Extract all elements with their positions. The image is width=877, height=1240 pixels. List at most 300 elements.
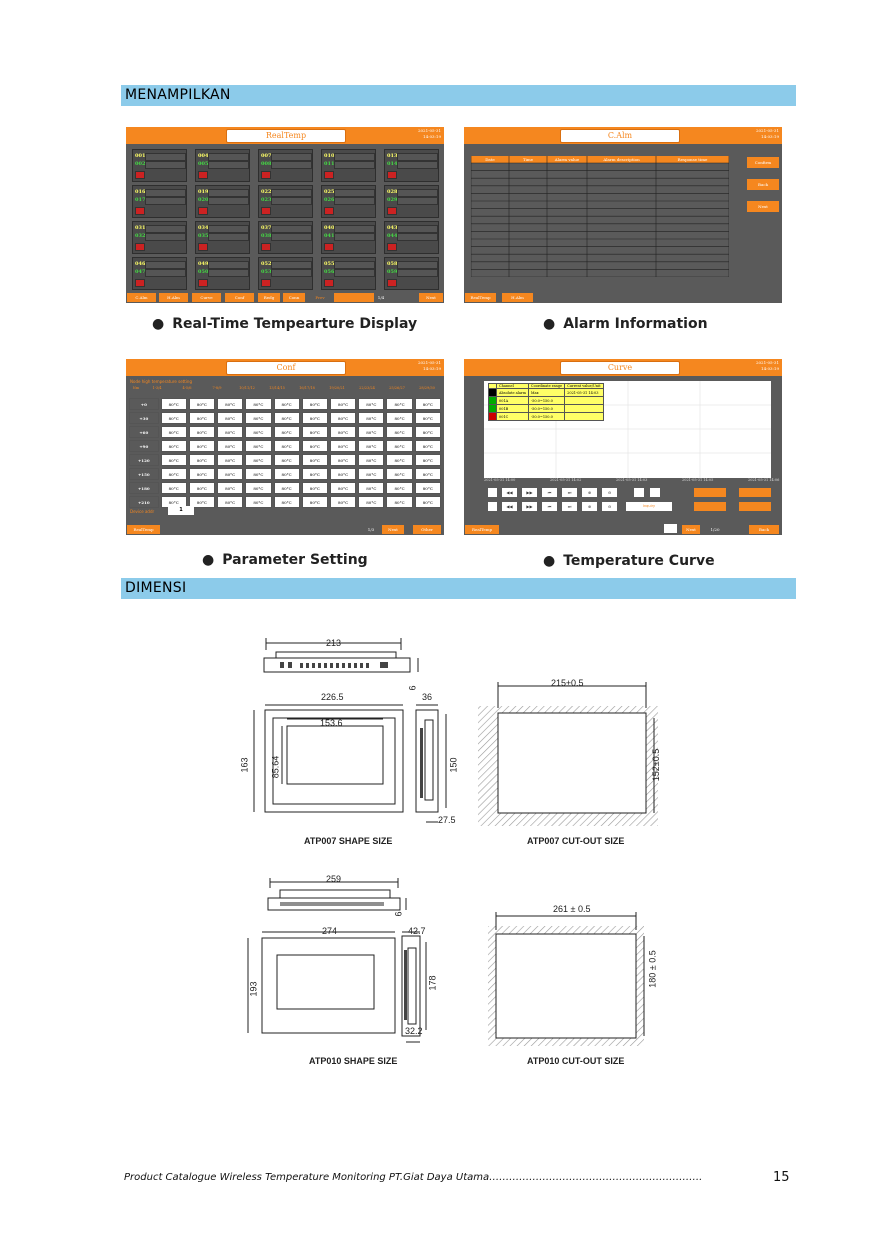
param-row-label: +0 bbox=[129, 398, 159, 410]
atp007-shape-title: ATP007 SHAPE SIZE bbox=[304, 836, 393, 846]
param-value-input[interactable]: 80°C bbox=[274, 426, 300, 438]
channel-cell[interactable] bbox=[132, 221, 187, 254]
param-value-input[interactable]: 80°C bbox=[245, 468, 271, 480]
param-col-header: 1-3/4 bbox=[152, 386, 162, 390]
param-value-input[interactable]: 80°C bbox=[330, 454, 356, 466]
btn-next[interactable]: Next bbox=[747, 201, 779, 212]
value-box bbox=[271, 233, 312, 241]
datetime: 2021-05-31 14:03:19 bbox=[755, 128, 779, 139]
btn-realtemp[interactable]: RealTemp bbox=[465, 293, 496, 302]
param-value-input[interactable]: 80°C bbox=[274, 482, 300, 494]
device-addr-input[interactable]: 1 bbox=[168, 506, 194, 515]
caption-realtime: ● Real-Time Tempearture Display bbox=[152, 316, 417, 332]
value-box bbox=[208, 153, 249, 161]
value-box bbox=[145, 153, 186, 161]
channel-id: 058 bbox=[387, 261, 398, 267]
channel-id: 044 bbox=[387, 233, 398, 239]
curve-screenshot bbox=[464, 359, 782, 535]
curve-nav-button[interactable]: ⏮ bbox=[542, 502, 557, 511]
curve-nav-button[interactable]: ◀◀ bbox=[502, 502, 517, 511]
value-box bbox=[145, 261, 186, 269]
param-value-input[interactable]: 80°C bbox=[217, 454, 243, 466]
value-box bbox=[397, 261, 438, 269]
page-indicator: 1/3 bbox=[364, 525, 378, 534]
param-value-input[interactable]: 80°C bbox=[302, 412, 328, 424]
legend-header: Coordinate range bbox=[528, 384, 564, 389]
dim10-top-width: 259 bbox=[326, 874, 342, 884]
channel-cell[interactable] bbox=[321, 185, 376, 218]
alarm-col-header: Alarm value bbox=[554, 157, 580, 162]
param-value-input[interactable]: 80°C bbox=[274, 454, 300, 466]
curve-nav-button[interactable]: ◀◀ bbox=[502, 488, 517, 497]
alarm-indicator bbox=[135, 171, 145, 179]
param-value-input[interactable]: 80°C bbox=[415, 454, 441, 466]
param-col-header: 13/14/15 bbox=[269, 386, 285, 390]
channel-cell[interactable] bbox=[384, 221, 439, 254]
legend-cell bbox=[565, 405, 604, 413]
alarm-indicator bbox=[261, 171, 271, 179]
btn-back[interactable]: Back bbox=[747, 179, 779, 190]
param-row-label: +180 bbox=[129, 482, 159, 494]
param-value-input[interactable]: 80°C bbox=[161, 482, 187, 494]
param-value-input[interactable]: 80°C bbox=[217, 482, 243, 494]
channel-cell[interactable] bbox=[258, 221, 313, 254]
param-value-input[interactable]: 80°C bbox=[161, 440, 187, 452]
value-box bbox=[208, 269, 249, 277]
caption-alarm: ● Alarm Information bbox=[543, 316, 708, 332]
param-value-input[interactable]: 80°C bbox=[330, 426, 356, 438]
channel-id: 056 bbox=[324, 269, 335, 275]
param-value-input[interactable]: 80°C bbox=[386, 440, 412, 452]
x-tick-label: 2021-05-31 14:03 bbox=[616, 478, 648, 482]
channel-id: 049 bbox=[198, 261, 209, 267]
param-value-input[interactable]: 80°C bbox=[358, 412, 384, 424]
channel-id: 020 bbox=[198, 197, 209, 203]
legend-swatch[interactable] bbox=[489, 405, 497, 413]
value-box bbox=[271, 225, 312, 233]
value-box bbox=[271, 153, 312, 161]
value-box bbox=[271, 269, 312, 277]
param-value-input[interactable]: 80°C bbox=[161, 398, 187, 410]
btn-realtemp[interactable]: RealTemp bbox=[465, 525, 499, 534]
param-value-input[interactable]: 80°C bbox=[245, 440, 271, 452]
param-value-input[interactable]: 80°C bbox=[358, 398, 384, 410]
channel-id: 013 bbox=[387, 153, 398, 159]
dim-side: 36 bbox=[422, 692, 433, 702]
param-value-input[interactable]: 80°C bbox=[415, 440, 441, 452]
value-box bbox=[208, 161, 249, 169]
x-tick-label: 2021-05-31 14:06 bbox=[748, 478, 780, 482]
inquiry-button[interactable]: Inquiry bbox=[626, 502, 672, 511]
param-screenshot bbox=[126, 359, 444, 535]
legend-cell: 2021-05-31 14:03 bbox=[565, 389, 604, 397]
channel-cell[interactable] bbox=[384, 257, 439, 290]
legend-cell bbox=[565, 413, 604, 421]
btn-h-alm[interactable]: H.Alm bbox=[502, 293, 533, 302]
param-value-input[interactable]: 80°C bbox=[358, 482, 384, 494]
curve-nav-button[interactable]: ⊕ bbox=[582, 488, 597, 497]
alarm-col-header: Date bbox=[485, 157, 495, 162]
channel-id: 028 bbox=[387, 189, 398, 195]
curve-nav-button[interactable]: ⏭ bbox=[562, 488, 577, 497]
value-box bbox=[145, 189, 186, 197]
legend-cell: -50.0~150.0 bbox=[528, 413, 564, 421]
alarm-col-header: Time bbox=[522, 157, 534, 162]
value-box bbox=[208, 197, 249, 205]
param-value-input[interactable]: 80°C bbox=[245, 426, 271, 438]
value-box bbox=[334, 233, 375, 241]
curve-option-button[interactable] bbox=[650, 488, 660, 497]
param-value-input[interactable]: 80°C bbox=[358, 426, 384, 438]
alarm-indicator bbox=[198, 243, 208, 251]
channel-cell[interactable] bbox=[195, 257, 250, 290]
param-value-input[interactable]: 80°C bbox=[217, 398, 243, 410]
param-value-input[interactable]: 80°C bbox=[386, 426, 412, 438]
param-value-input[interactable]: 80°C bbox=[415, 482, 441, 494]
param-value-input[interactable]: 80°C bbox=[217, 426, 243, 438]
value-box bbox=[397, 233, 438, 241]
legend-swatch[interactable] bbox=[489, 413, 497, 421]
alarm-indicator bbox=[324, 207, 334, 215]
param-value-input[interactable]: 80°C bbox=[189, 426, 215, 438]
channel-cell[interactable] bbox=[195, 221, 250, 254]
btn-conn[interactable]: Conn bbox=[283, 293, 305, 302]
legend-cell: 001B bbox=[497, 405, 529, 413]
footer-text: Product Catalogue Wireless Temperature Monitoring PT.Giat Daya Utama………………………………………………………. bbox=[124, 1172, 703, 1183]
param-value-input[interactable]: 80°C bbox=[386, 398, 412, 410]
param-value-input[interactable]: 80°C bbox=[217, 440, 243, 452]
dim-cut-width: 215±0.5 bbox=[551, 678, 584, 688]
channel-cell[interactable] bbox=[321, 149, 376, 182]
value-box bbox=[334, 189, 375, 197]
datetime: 2021-05-31 14:03:19 bbox=[755, 360, 779, 371]
channel-id: 035 bbox=[198, 233, 209, 239]
dim-cut-height: 152±0.5 bbox=[651, 748, 662, 782]
value-box bbox=[334, 153, 375, 161]
screen-title: Conf bbox=[226, 361, 346, 375]
channel-id: 046 bbox=[135, 261, 146, 267]
atp007-cut-title: ATP007 CUT-OUT SIZE bbox=[527, 836, 625, 846]
channel-cell[interactable] bbox=[258, 149, 313, 182]
btn-c-alm[interactable]: C.Alm bbox=[127, 293, 156, 302]
param-value-input[interactable]: 80°C bbox=[274, 468, 300, 480]
channel-id: 059 bbox=[387, 269, 398, 275]
param-col-header: 16/17/18 bbox=[299, 386, 315, 390]
value-box bbox=[271, 161, 312, 169]
param-value-input[interactable]: 80°C bbox=[358, 440, 384, 452]
channel-id: 011 bbox=[324, 161, 335, 167]
param-value-input[interactable]: 80°C bbox=[245, 398, 271, 410]
param-col-header: 22/23/24 bbox=[359, 386, 375, 390]
param-value-input[interactable]: 80°C bbox=[274, 398, 300, 410]
dim-bottom: 27.5 bbox=[438, 815, 456, 825]
param-col-header: 4-5/6 bbox=[182, 386, 192, 390]
legend-header: Channel bbox=[497, 384, 529, 389]
param-value-input[interactable]: 80°C bbox=[330, 468, 356, 480]
param-row-label: +90 bbox=[129, 440, 159, 452]
dim10-bottom: 32.2 bbox=[405, 1026, 423, 1036]
channel-id: 023 bbox=[261, 197, 272, 203]
param-value-input[interactable]: 80°C bbox=[386, 454, 412, 466]
dim10-side-height: 178 bbox=[427, 975, 438, 991]
param-row-label: +30 bbox=[129, 412, 159, 424]
channel-id: 047 bbox=[135, 269, 146, 275]
legend-cell bbox=[565, 397, 604, 405]
curve-nav-button[interactable]: ⊕ bbox=[582, 502, 597, 511]
curve-action-button[interactable] bbox=[739, 488, 771, 497]
x-tick-label: 2021-05-31 14:05 bbox=[682, 478, 714, 482]
channel-id: 016 bbox=[135, 189, 146, 195]
page-indicator: 1/4 bbox=[374, 293, 388, 302]
btn-confirm[interactable]: Confirm bbox=[747, 157, 779, 168]
page-indicator: 1/20 bbox=[708, 525, 722, 534]
param-table bbox=[127, 396, 443, 510]
channel-id: 007 bbox=[261, 153, 272, 159]
channel-cell[interactable] bbox=[384, 149, 439, 182]
curve-nav-button[interactable]: ⊖ bbox=[602, 488, 617, 497]
dim-height: 163 bbox=[239, 757, 250, 773]
atp010-shape-title: ATP010 SHAPE SIZE bbox=[309, 1056, 398, 1066]
channel-id: 025 bbox=[324, 189, 335, 195]
curve-nav-button[interactable]: ▶▶ bbox=[522, 502, 537, 511]
x-tick-label: 2021-05-31 14:00 bbox=[484, 478, 516, 482]
dim10-cut-height: 180 ± 0.5 bbox=[647, 950, 658, 988]
alarm-indicator bbox=[324, 279, 334, 287]
value-box bbox=[397, 189, 438, 197]
value-box bbox=[208, 189, 249, 197]
channel-id: 055 bbox=[324, 261, 335, 267]
channel-id: 005 bbox=[198, 161, 209, 167]
param-value-input[interactable]: 80°C bbox=[302, 496, 328, 508]
alarm-indicator bbox=[387, 243, 397, 251]
param-value-input[interactable]: 80°C bbox=[330, 440, 356, 452]
param-value-input[interactable]: 80°C bbox=[330, 482, 356, 494]
alarm-indicator bbox=[198, 171, 208, 179]
alarm-table bbox=[471, 156, 729, 277]
page-box[interactable] bbox=[664, 524, 677, 533]
channel-id: 043 bbox=[387, 225, 398, 231]
param-value-input[interactable]: 80°C bbox=[358, 496, 384, 508]
value-box bbox=[208, 261, 249, 269]
param-value-input[interactable]: 80°C bbox=[274, 412, 300, 424]
alarm-indicator bbox=[387, 207, 397, 215]
curve-nav-button[interactable]: ⊖ bbox=[602, 502, 617, 511]
channel-cell[interactable] bbox=[132, 257, 187, 290]
param-value-input[interactable]: 80°C bbox=[330, 496, 356, 508]
param-value-input[interactable]: 80°C bbox=[161, 412, 187, 424]
param-value-input[interactable]: 80°C bbox=[274, 440, 300, 452]
param-value-input[interactable]: 80°C bbox=[217, 412, 243, 424]
btn-h-alm[interactable]: H.Alm bbox=[159, 293, 188, 302]
curve-action-button[interactable] bbox=[694, 488, 726, 497]
param-value-input[interactable]: 80°C bbox=[386, 482, 412, 494]
value-box bbox=[334, 225, 375, 233]
channel-id: 052 bbox=[261, 261, 272, 267]
btn-next[interactable]: Next bbox=[419, 293, 443, 302]
btn-next[interactable]: Next bbox=[382, 525, 404, 534]
param-value-input[interactable]: 80°C bbox=[189, 482, 215, 494]
param-value-input[interactable]: 80°C bbox=[415, 412, 441, 424]
legend-cell: 001A bbox=[497, 397, 529, 405]
btn-blank[interactable] bbox=[334, 293, 374, 302]
btn-conf[interactable]: Conf bbox=[225, 293, 254, 302]
param-value-input[interactable]: 80°C bbox=[161, 468, 187, 480]
param-value-input[interactable]: 80°C bbox=[189, 398, 215, 410]
curve-nav-button[interactable]: ⏭ bbox=[562, 502, 577, 511]
btn-prev[interactable]: Prev bbox=[309, 293, 331, 302]
channel-cell[interactable] bbox=[195, 185, 250, 218]
param-value-input[interactable]: 80°C bbox=[245, 412, 271, 424]
channel-id: 050 bbox=[198, 269, 209, 275]
channel-cell[interactable] bbox=[258, 257, 313, 290]
legend-cell: -50.0~150.0 bbox=[528, 397, 564, 405]
dim-top-width: 213 bbox=[326, 638, 342, 648]
param-value-input[interactable]: 80°C bbox=[245, 496, 271, 508]
param-value-input[interactable]: 80°C bbox=[189, 454, 215, 466]
dim10-side: 42.7 bbox=[408, 926, 426, 936]
dim-inner-width: 153.6 bbox=[320, 718, 343, 728]
legend-cell: Max bbox=[528, 389, 564, 397]
channel-cell[interactable] bbox=[258, 185, 313, 218]
screen-title: C.Alm bbox=[560, 129, 680, 143]
param-value-input[interactable]: 80°C bbox=[415, 426, 441, 438]
btn-redg[interactable]: Redg bbox=[258, 293, 280, 302]
channel-cell[interactable] bbox=[195, 149, 250, 182]
alarm-indicator bbox=[198, 207, 208, 215]
device-addr-label: Device addr bbox=[130, 509, 155, 514]
param-col-header: 10/11/12 bbox=[239, 386, 255, 390]
legend-cell: -50.0~150.0 bbox=[528, 405, 564, 413]
channel-cell[interactable] bbox=[132, 185, 187, 218]
param-value-input[interactable]: 80°C bbox=[189, 496, 215, 508]
value-box bbox=[145, 269, 186, 277]
param-row-label: +150 bbox=[129, 468, 159, 480]
channel-cell[interactable] bbox=[132, 149, 187, 182]
param-value-input[interactable]: 80°C bbox=[161, 496, 187, 508]
datetime: 2021-05-31 14:03:19 bbox=[417, 360, 441, 371]
param-value-input[interactable]: 80°C bbox=[161, 454, 187, 466]
curve-nav-button[interactable]: ▶▶ bbox=[522, 488, 537, 497]
param-subtitle: Node high temperature setting bbox=[130, 379, 192, 384]
page-number: 15 bbox=[773, 1170, 790, 1185]
param-col-header: 28/29/30 bbox=[419, 386, 435, 390]
legend-swatch[interactable] bbox=[489, 397, 497, 405]
axis-toggle-button[interactable] bbox=[488, 502, 497, 511]
param-col-header: 25/26/27 bbox=[389, 386, 405, 390]
channel-id: 032 bbox=[135, 233, 146, 239]
param-value-input[interactable]: 80°C bbox=[302, 468, 328, 480]
param-value-input[interactable]: 80°C bbox=[245, 454, 271, 466]
section-header-dimension bbox=[121, 578, 796, 599]
alarm-indicator bbox=[324, 243, 334, 251]
section-title: MENAMPILKAN bbox=[125, 87, 231, 103]
alarm-indicator bbox=[261, 207, 271, 215]
channel-id: 001 bbox=[135, 153, 146, 159]
channel-id: 017 bbox=[135, 197, 146, 203]
dim10-cut-width: 261 ± 0.5 bbox=[553, 904, 591, 914]
dim-width: 226.5 bbox=[321, 692, 344, 702]
legend-swatch[interactable] bbox=[489, 389, 497, 397]
param-value-input[interactable]: 80°C bbox=[217, 496, 243, 508]
datetime: 2021-05-31 14:03:19 bbox=[417, 128, 441, 139]
channel-cell[interactable] bbox=[384, 185, 439, 218]
param-value-input[interactable]: 80°C bbox=[189, 440, 215, 452]
channel-cell[interactable] bbox=[321, 221, 376, 254]
btn-next[interactable]: Next bbox=[682, 525, 700, 534]
param-value-input[interactable]: 80°C bbox=[415, 398, 441, 410]
screen-title: RealTemp bbox=[226, 129, 346, 143]
channel-id: 029 bbox=[387, 197, 398, 203]
alarm-indicator bbox=[387, 171, 397, 179]
btn-other[interactable]: Other bbox=[413, 525, 441, 534]
channel-cell[interactable] bbox=[321, 257, 376, 290]
alarm-col-header: Response time bbox=[677, 157, 708, 162]
param-value-input[interactable]: 80°C bbox=[386, 496, 412, 508]
param-value-input[interactable]: 80°C bbox=[358, 454, 384, 466]
curve-action-button[interactable] bbox=[739, 502, 771, 511]
atp010-drawings bbox=[240, 870, 680, 1050]
dim-side-height: 150 bbox=[448, 757, 459, 773]
param-value-input[interactable]: 80°C bbox=[217, 468, 243, 480]
param-value-input[interactable]: 80°C bbox=[358, 468, 384, 480]
btn-realtemp[interactable]: RealTemp bbox=[127, 525, 160, 534]
param-value-input[interactable]: 80°C bbox=[274, 496, 300, 508]
channel-id: 010 bbox=[324, 153, 335, 159]
dim-depth: 6 bbox=[407, 685, 418, 691]
param-value-input[interactable]: 80°C bbox=[302, 398, 328, 410]
value-box bbox=[145, 225, 186, 233]
value-box bbox=[334, 269, 375, 277]
btn-back[interactable]: Back bbox=[749, 525, 779, 534]
channel-id: 041 bbox=[324, 233, 335, 239]
axis-toggle-button[interactable] bbox=[488, 488, 497, 497]
param-row-label: +210 bbox=[129, 496, 159, 508]
param-value-input[interactable]: 80°C bbox=[415, 496, 441, 508]
legend-cell: Absolute alarm bbox=[497, 389, 529, 397]
alarm-indicator bbox=[261, 243, 271, 251]
legend-cell: 001C bbox=[497, 413, 529, 421]
param-value-input[interactable]: 80°C bbox=[189, 468, 215, 480]
dim10-depth: 6 bbox=[393, 911, 404, 917]
curve-action-button[interactable] bbox=[694, 502, 726, 511]
param-value-input[interactable]: 80°C bbox=[302, 426, 328, 438]
param-value-input[interactable]: 80°C bbox=[386, 468, 412, 480]
btn-curve[interactable]: Curve bbox=[192, 293, 221, 302]
param-value-input[interactable]: 80°C bbox=[302, 454, 328, 466]
param-value-input[interactable]: 80°C bbox=[161, 426, 187, 438]
alarm-screenshot bbox=[464, 127, 782, 303]
caption-curve: ● Temperature Curve bbox=[543, 553, 715, 569]
curve-option-button[interactable] bbox=[634, 488, 644, 497]
channel-id: 008 bbox=[261, 161, 272, 167]
curve-nav-button[interactable]: ⏮ bbox=[542, 488, 557, 497]
param-value-input[interactable]: 80°C bbox=[302, 440, 328, 452]
channel-id: 026 bbox=[324, 197, 335, 203]
value-box bbox=[334, 197, 375, 205]
param-value-input[interactable]: 80°C bbox=[330, 412, 356, 424]
dim-inner-height: 85.64 bbox=[270, 755, 281, 779]
param-value-input[interactable]: 80°C bbox=[330, 398, 356, 410]
param-value-input[interactable]: 80°C bbox=[386, 412, 412, 424]
param-row-label: +120 bbox=[129, 454, 159, 466]
param-value-input[interactable]: 80°C bbox=[415, 468, 441, 480]
alarm-indicator bbox=[135, 207, 145, 215]
param-value-input[interactable]: 80°C bbox=[189, 412, 215, 424]
channel-id: 038 bbox=[261, 233, 272, 239]
alarm-indicator bbox=[324, 171, 334, 179]
param-value-input[interactable]: 80°C bbox=[302, 482, 328, 494]
param-value-input[interactable]: 80°C bbox=[245, 482, 271, 494]
